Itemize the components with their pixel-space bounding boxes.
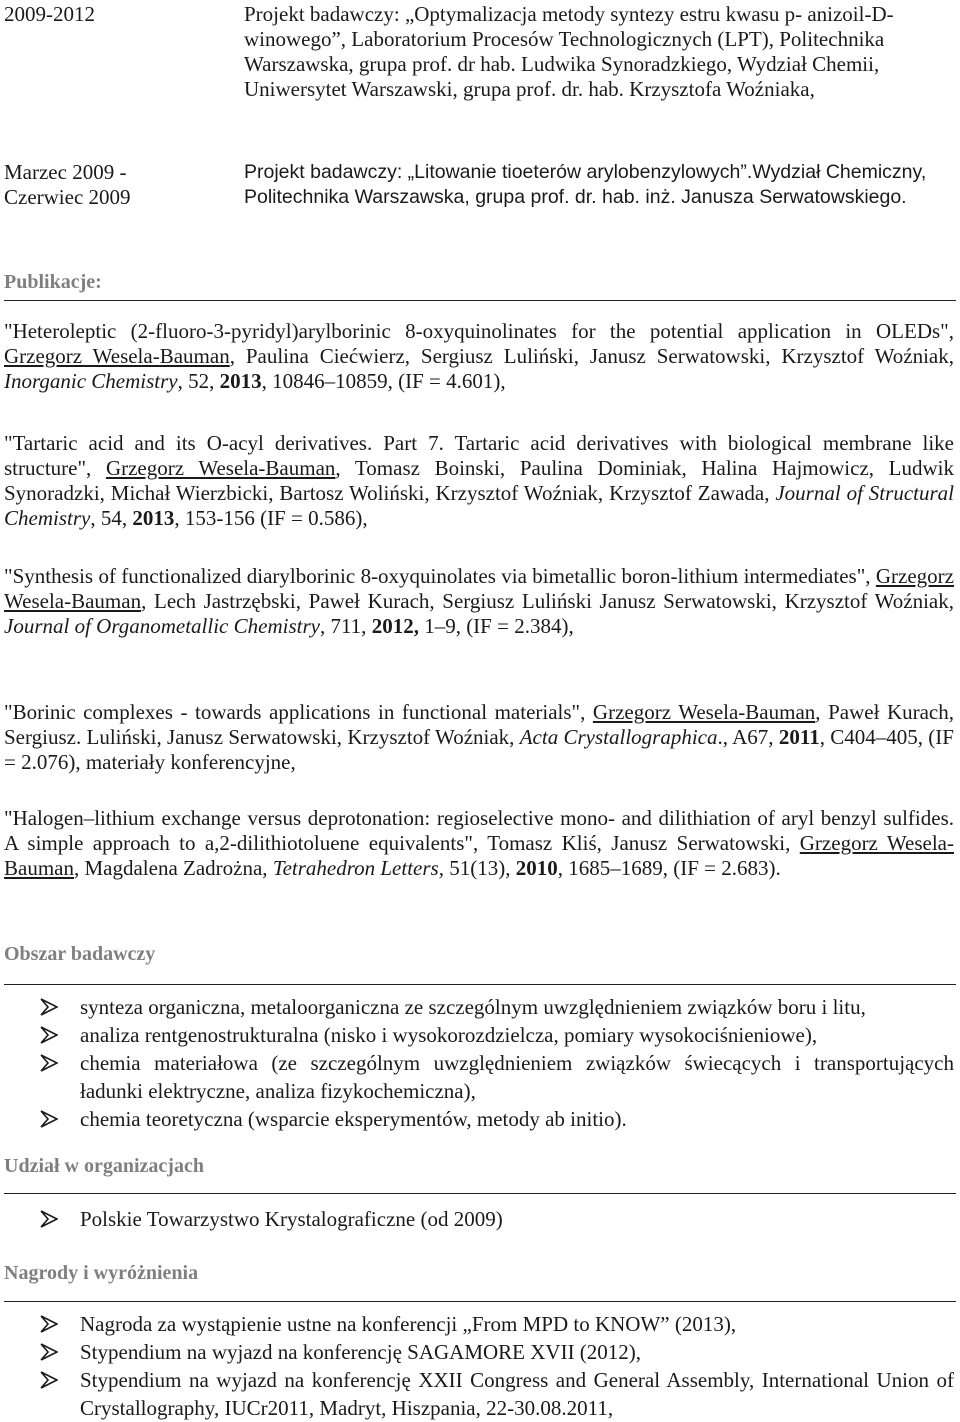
arrowhead-bullet-icon (40, 1343, 58, 1361)
list-item: Nagroda za wystąpienie ustne na konferencji „From MPD to KNOW” (2013), (4, 1310, 954, 1338)
author-name: Grzegorz Wesela-Bauman (4, 564, 954, 613)
author-name: Grzegorz Wesela-Bauman (4, 831, 954, 880)
author-name: Grzegorz Wesela-Bauman (4, 344, 230, 368)
arrowhead-bullet-icon (40, 998, 58, 1016)
publication-entry: "Halogen–lithium exchange versus deprotonation: regioselective mono- and dilithiation of aryl benzyl sulfides. A simple approach to a,2-dilithiotoluene equivalents", Tomasz Kliś, Janusz Serwatowski, Grzegorz Wesela-Bauman, Magdalena Zadrożna, Tetrahedron Letters, 51(13), 2010, 1685–1689, (IF = 2.683). (4, 806, 954, 880)
arrowhead-bullet-icon (40, 1110, 58, 1128)
list-item: Polskie Towarzystwo Krystalograficzne (od 2009) (4, 1205, 954, 1233)
project-description: Projekt badawczy: „Optymalizacja metody syntezy estru kwasu p- anizoil-D-winowego”, Laboratorium Procesów Technologicznych (LPT), Politechnika Warszawska, grupa prof. dr hab. Ludwika Synoradzkiego, Wydział Chemii, Uniwersytet Warszawski, grupa prof. dr. hab. Krzysztofa Woźniaka, (244, 2, 894, 101)
journal-name: Tetrahedron Letters, (272, 856, 444, 880)
section-divider (4, 1301, 956, 1302)
list-item: Stypendium na wyjazd na konferencję XXII Congress and General Assembly, International Union of Crystallography, IUCr2011, Madryt, Hiszpania, 22-30.08.2011, (4, 1366, 954, 1422)
project-date: 2009-2012 (4, 2, 95, 26)
author-name: Grzegorz Wesela-Bauman (592, 700, 816, 724)
publication-year: 2012, (371, 614, 419, 638)
list-item: chemia materiałowa (ze szczególnym uwzględnieniem związków świecących i transportujących ładunki elektryczne, analiza fizykochemiczna), (4, 1049, 954, 1105)
section-divider (4, 1193, 956, 1194)
publication-year: 2013 (219, 369, 262, 393)
section-heading-research: Obszar badawczy (4, 943, 156, 965)
publication-year: 2010 (515, 856, 558, 880)
arrowhead-bullet-icon (40, 1210, 58, 1228)
section-heading-organizations: Udział w organizacjach (4, 1155, 204, 1177)
arrowhead-bullet-icon (40, 1054, 58, 1072)
publication-year: 2011 (778, 725, 820, 749)
publication-entry: "Borinic complexes - towards applications in functional materials", Grzegorz Wesela-Bauman, Paweł Kurach, Sergiusz. Luliński, Janusz Serwatowski, Krzysztof Woźniak, Acta Crystallographica., A67, 2011, C404–405, (IF = 2.076), materiały konferencyjne, (4, 700, 955, 774)
section-heading-publications: Publikacje: (4, 271, 102, 293)
project-description: Projekt badawczy: „Litowanie tioeterów arylobenzylowych”.Wydział Chemiczny, Politechnika Warszawska, grupa prof. dr. hab. inż. Janusza Serwatowskiego. (244, 161, 927, 208)
arrowhead-bullet-icon (40, 1371, 58, 1389)
section-divider (4, 300, 956, 301)
journal-name: Acta Crystallographica (519, 725, 718, 749)
project-date: Marzec 2009 - Czerwiec 2009 (4, 160, 131, 209)
list-item: chemia teoretyczna (wsparcie eksperymentów, metody ab initio). (4, 1105, 954, 1133)
journal-name: Journal of Organometallic Chemistry (4, 614, 320, 638)
arrowhead-bullet-icon (40, 1315, 58, 1333)
section-heading-awards: Nagrody i wyróżnienia (4, 1262, 199, 1284)
awards-list (4, 1310, 954, 1422)
list-item: Stypendium na wyjazd na konferencję SAGAMORE XVII (2012), (4, 1338, 954, 1366)
arrowhead-bullet-icon (40, 1026, 58, 1044)
author-name: Grzegorz Wesela-Bauman (105, 456, 336, 480)
publication-entry: "Heteroleptic (2-fluoro-3-pyridyl)arylborinic 8-oxyquinolinates for the potential application in OLEDs", Grzegorz Wesela-Bauman, Paulina Ciećwierz, Sergiusz Luliński, Janusz Serwatowski, Krzysztof Woźniak, Inorganic Chemistry, 52, 2013, 10846–10859, (IF = 4.601), (4, 319, 955, 393)
publication-year: 2013 (132, 506, 175, 530)
section-divider (4, 984, 956, 985)
list-item: synteza organiczna, metaloorganiczna ze szczególnym uwzględnieniem związków boru i litu, (4, 993, 954, 1021)
list-item: analiza rentgenostrukturalna (nisko i wysokorozdzielcza, pomiary wysokociśnieniowe), (4, 1021, 954, 1049)
journal-name: Inorganic Chemistry (4, 369, 178, 393)
publication-entry: "Tartaric acid and its O-acyl derivatives. Part 7. Tartaric acid derivatives with biological membrane like structure", Grzegorz Wesela-Bauman, Tomasz Boinski, Paulina Dominiak, Halina Hajmowicz, Ludwik Synoradzki, Michał Wierzbicki, Bartosz Woliński, Krzysztof Woźniak, Krzysztof Zawada, Journal of Structural Chemistry, 54, 2013, 153-156 (IF = 0.586), (4, 431, 954, 530)
publication-entry: "Synthesis of functionalized diarylborinic 8-oxyquinolates via bimetallic boron-lithium intermediates", Grzegorz Wesela-Bauman, Lech Jastrzębski, Paweł Kurach, Sergiusz Luliński Janusz Serwatowski, Krzysztof Woźniak, Journal of Organometallic Chemistry, 711, 2012, 1–9, (IF = 2.384), (4, 564, 954, 638)
organizations-list (4, 1205, 954, 1233)
research-list (4, 993, 954, 1133)
journal-name: Journal of Structural Chemistry (4, 481, 954, 530)
